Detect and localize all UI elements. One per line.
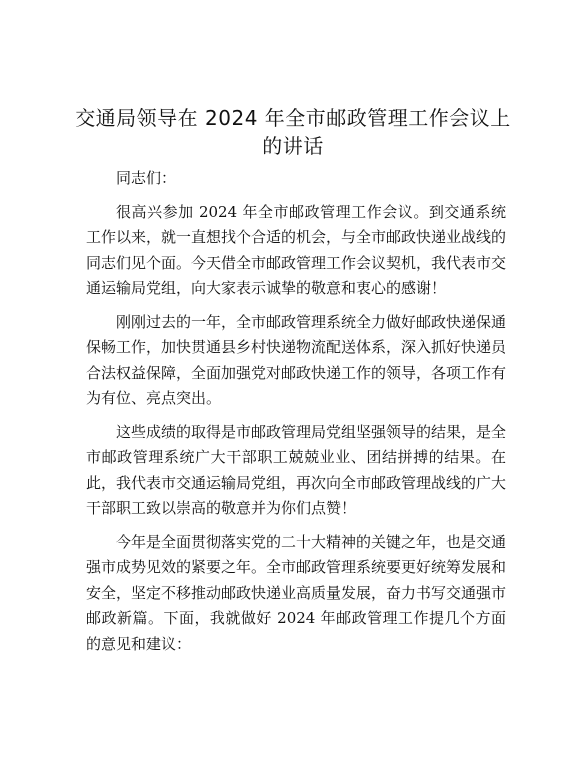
document-title: [60, 104, 526, 160]
paragraph: 很高兴参加 2024 年全市邮政管理工作会议。到交通系统工作以来，就一直想找个合适的机会，与全市邮政快递业战线的同志们见个面。今天借全市邮政管理工作会议契机，我代表市交通运输局党组，向大家表示诚挚的敬意和衷心的感谢！: [86, 202, 507, 297]
title-line-1: 交通局领导在 2024 年全市邮政管理工作会议上: [75, 106, 511, 130]
document-body: [86, 166, 506, 657]
paragraph: 刚刚过去的一年，全市邮政管理系统全力做好邮政快递保通保畅工作，加快贯通县乡村快递物流配送体系，深入抓好快递员合法权益保障，全面加强党对邮政快递工作的领导，各项工作有为有位、亮点突出。: [86, 312, 507, 407]
title-line-2: 的讲话: [262, 134, 324, 158]
paragraph: 今年是全面贯彻落实党的二十大精神的关键之年，也是交通强市成势见效的紧要之年。全市邮政管理系统要更好统筹发展和安全，坚定不移推动邮政快递业高质量发展，奋力书写交通强市邮政新篇。下面，我就做好 2024 年邮政管理工作提几个方面的意见和建议：: [86, 532, 507, 653]
paragraph: 这些成绩的取得是市邮政管理局党组坚强领导的结果，是全市邮政管理系统广大干部职工兢兢业业、团结拼搏的结果。在此，我代表市交通运输局党组，再次向全市邮政管理战线的广大干部职工致以崇高的敬意并为你们点赞！: [86, 422, 507, 517]
salutation: 同志们：: [116, 169, 177, 187]
